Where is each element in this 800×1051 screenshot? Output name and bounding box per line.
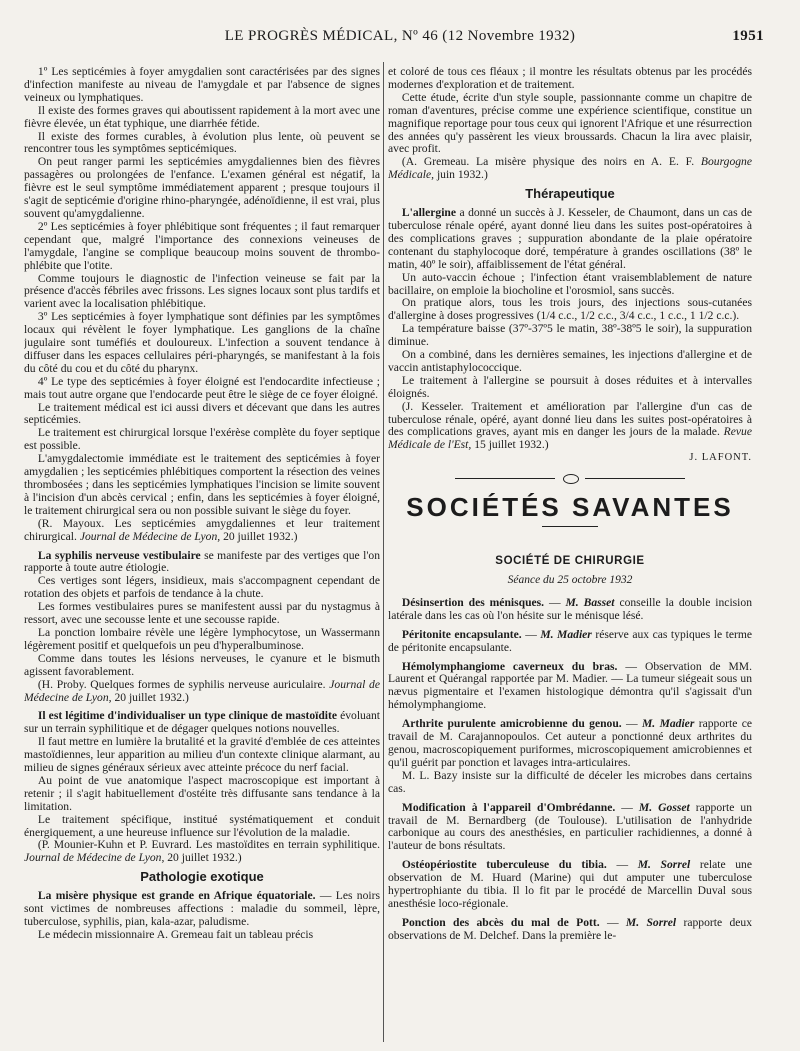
left-column (24, 66, 380, 1050)
entry-speaker: M. Madier (642, 717, 695, 731)
citation (388, 156, 752, 182)
page-number: 1951 (732, 28, 764, 44)
paragraph: On pratique alors, tous les trois jours, des injections sous-cutanées d'allergine à doses progressives (1/4 c.c., 1/2 c.c., 3/4 c.c., 1 c.c., 1 1/2 c.c.). (388, 296, 752, 323)
citation-text: (P. Mounier-Kuhn et P. Euvrard. Les mastoïdites en terrain syphilitique. (37, 838, 380, 852)
title-underline (542, 526, 598, 527)
citation-journal: Journal de Médecine de Lyon, (79, 529, 221, 543)
paragraph: Comme toujours le diagnostic de l'infection veineuse se fait par la présence d'accès fébriles avec frissons. Les signes locaux sont plus tardifs et varient avec la localisation phlébitique. (24, 271, 380, 311)
article-title: La syphilis nerveuse vestibulaire (37, 548, 201, 562)
citation (24, 679, 380, 705)
ornament-line-right (585, 478, 685, 479)
entry-text: — Observation de MM. Laurent et Quérangal rapportée par M. Madier. — La tumeur siégeait sous un nævus pigmentaire et l'examen histologique démontra qu'il s'agissait d'un hémolymphangiome. (388, 659, 752, 712)
paragraph: 1º Les septicémies à foyer amygdalien sont caractérisées par des signes d'infection manifeste au niveau de l'amygdale et par l'absence de signes veineux ou lymphatiques. (24, 66, 380, 104)
entry-menisques: Désinsertion des ménisques. — M. Basset conseille la double incision latérale dans les cas où l'on hésite sur le ménisque lésé. (388, 595, 752, 622)
ornamental-rule (455, 473, 685, 483)
article-syphilis (24, 550, 380, 576)
paragraph: La ponction lombaire révèle une légère lymphocytose, un Wassermann légèrement positif et quelquefois un peu d'hyperalbuminose. (24, 625, 380, 652)
section-heading-pathologie-exotique: Pathologie exotique (140, 869, 264, 885)
paragraph: 4º Le type des septicémies à foyer éloigné est l'endocardite infectieuse ; mais tout autre organe que l'endocarde peut être le siège de ce foyer éloigné. (24, 374, 380, 401)
citation-journal: Journal de Médecine de Lyon, (24, 677, 380, 704)
citation-date: 20 juillet 1932.) (223, 529, 298, 543)
entry-text: réserve aux cas typiques le terme de péritonite encapsulante. (388, 627, 752, 654)
citation-journal: Bourgogne Médicale, (388, 155, 752, 182)
paragraph: 2º Les septicémies à foyer phlébitique sont fréquentes ; il faut remarquer cependant que, malgré l'importance des connexions veineuses de l'amygdale, l'angine se complique beaucoup moins souvent de thrombo-phlébite que l'otite. (24, 219, 380, 272)
citation-text: (H. Proby. Quelques formes de syphilis nerveuse auriculaire. (37, 677, 326, 691)
article-text: évoluant sur un terrain syphilitique et de dégager quelques notions nouvelles. (24, 709, 380, 736)
paragraph: L'amygdalectomie immédiate est le traitement des septicémies à foyer amygdalien ; les septicémies phlébitiques comportent la résection des veines thrombosées ; dans les septicémies lymphatiques l'incision se limite souvent à l'incision d'un abcès cervical ; enfin, dans les septicémies à foyer éloigné, le traitement chirurgical sera ou non possible suivant le siège du foyer. (24, 452, 380, 517)
entry-title: Arthrite purulente amicrobienne du genou. (401, 717, 622, 731)
paragraph: Cette étude, écrite d'un style souple, passionnante comme un chapitre de roman d'aventures, précise comme une expérience scientifique, constitue un magnifique reportage pour tous ceux qui ignorent l'Afrique et une résurrection des années qu'y passèrent les vieux broussards. Chacun la lira avec plaisir, avec profit. (388, 90, 752, 156)
paragraph: 3º Les septicémies à foyer lymphatique sont définies par les symptômes locaux qui révèlent le foyer lymphatique. Les ganglions de la chaîne jugulaire sont tuméfiés et douloureux. L'infection a souvent tendance à diffuser dans les espaces cellulaires péri-pharyngés, se manifestant à la fois du côté du cou et du côté du pharynx. (24, 310, 380, 375)
paragraph: Au point de vue anatomique l'aspect macroscopique est important à retenir ; il s'agit habituellement d'ostéite très diffusante sans tendance à la limitation. (24, 773, 380, 813)
entry-osteoperiostite: Ostéopériostite tuberculeuse du tibia. — M. Sorrel relate une observation de M. Huard (Marine) qui dut amputer une tuberculose hypertrophiante du tibia. Il lo fit par le procédé de Marcellin Duval sous anesthésie loco-régionale. (388, 858, 752, 910)
section-title-societes-savantes: SOCIÉTÉS SAVANTES (406, 492, 734, 523)
paragraph: Le traitement spécifique, institué systématiquement et conduit énergiquement, a une heureuse influence sur l'évolution de la maladie. (24, 812, 380, 839)
entry-title: Ponction des abcès du mal de Pott. (401, 915, 600, 929)
paragraph: On a combiné, dans les dernières semaines, les injections d'allergine et de vaccin antistaphylococcique. (388, 348, 752, 374)
entry-peritonite: Péritonite encapsulante. — M. Madier réserve aux cas typiques le terme de péritonite encapsulante. (388, 627, 752, 654)
entry-title: Désinsertion des ménisques. (401, 595, 545, 609)
article-title: Il est légitime d'individualiser un type clinique de mastoïdite (37, 709, 338, 723)
paragraph: Le traitement à l'allergine se poursuit à doses réduites et à intervalles éloignés. (388, 373, 752, 400)
citation-text: (R. Mayoux. Les septicémies amygdaliennes et leur traitement chirurgical. (24, 516, 380, 543)
paragraph: Le médecin missionnaire A. Gremeau fait un tableau précis (37, 927, 314, 941)
citation-date: 20 juillet 1932.) (167, 851, 242, 865)
citation-journal: Journal de Médecine de Lyon, (24, 851, 165, 865)
entry-arthrite: Arthrite purulente amicrobienne du genou. — M. Madier rapporte ce travail de M. Carajannopoulos. Cet auteur a ponctionné deux arthrites du genou, macroscopiquement puriformes, microscopiquement amicrobiennes et qu'il guérit par ponction et lavages intra-articulaires. (388, 717, 752, 769)
society-heading: SOCIÉTÉ DE CHIRURGIE (495, 555, 645, 568)
citation (24, 839, 380, 865)
paragraph: Il faut mettre en lumière la brutalité et la gravité d'emblée de ces atteintes mastoïdiennes, leur apparition au milieu d'un contexte clinique alarmant, au milieu de signes généraux sérieux avec atteinte précoce du nerf facial. (24, 735, 380, 775)
column-divider (383, 62, 384, 1042)
paragraph: Comme dans toutes les lésions nerveuses, le cyanure et le bismuth agissent favorablement. (24, 651, 380, 678)
paragraph: Le traitement médical est ici aussi divers et décevant que dans les autres septicémies. (24, 400, 380, 427)
citation-journal: Revue Médicale de l'Est, (388, 425, 752, 452)
entry-title: Hémolymphangiome caverneux du bras. (401, 659, 618, 673)
entry-text: conseille la double incision latérale dans les cas où l'on hésite sur le ménisque lésé. (388, 595, 752, 622)
entry-text: rapporte deux observations de M. Delchef. Dans la première le- (388, 915, 752, 942)
entry-title: Modification à l'appareil d'Ombrédanne. (401, 800, 616, 814)
entry-speaker: M. Basset (565, 595, 615, 609)
section-heading-therapeutique: Thérapeutique (525, 186, 615, 202)
entry-mal-de-pott: Ponction des abcès du mal de Pott. — M. Sorrel rapporte deux observations de M. Delchef. Dans la première le- (388, 915, 752, 942)
right-column (388, 66, 752, 1050)
citation-date: 20 juillet 1932.) (114, 690, 189, 704)
citation (388, 401, 752, 453)
entry-title: Ostéopériostite tuberculeuse du tibia. (401, 858, 607, 872)
entry-text: relate une observation de M. Huard (Marine) qui dut amputer une tuberculose hypertrophiante du tibia. Il lo fit par le procédé de Marcellin Duval sous anesthésie loco-régionale. (388, 858, 752, 910)
running-head (0, 28, 800, 50)
citation-date: juin 1932.) (436, 168, 488, 182)
article-mastoidite (24, 710, 380, 736)
paragraph: Il existe des formes graves qui aboutissent rapidement à la mort avec une fièvre élevée, un état typhique, une diarrhée fétide. (24, 103, 380, 130)
entry-text: rapporte ce travail de M. Carajannopoulos. Cet auteur a ponctionné deux arthrites du genou, macroscopiquement puriformes, microscopiquement amicrobiennes et qu'il guérit par ponction et lavages intra-articulaires. (388, 717, 752, 769)
paragraph: M. L. Bazy insiste sur la difficulté de déceler les microbes dans certains cas. (388, 768, 752, 795)
article-misere (24, 890, 380, 929)
entry-hemolymphangiome (388, 661, 752, 713)
ornament-center (563, 474, 579, 484)
entry-speaker: M. Sorrel (625, 915, 677, 929)
entry-text: rapporte un travail de M. Bernardberg (de Toulouse). L'utilisation de l'anhydride carbonique au cours des anesthésies, en particulier rachidiennes, a donné à l'auteur de bons résultats. (388, 800, 752, 853)
article-allergine (388, 207, 752, 272)
article-title: La misère physique est grande en Afrique équatoriale. (37, 889, 316, 903)
entry-speaker: M. Sorrel (637, 858, 691, 872)
paragraph: Un auto-vaccin échoue ; l'infection étant vraisemblablement de nature bacillaire, on emploie la biocholine et l'orosmiol, sans succès. (388, 270, 752, 297)
citation-text: (A. Gremeau. La misère physique des noirs en A. E. F. (401, 155, 695, 169)
session-date: Séance du 25 octobre 1932 (507, 574, 633, 586)
paragraph: On peut ranger parmi les septicémies amygdaliennes bien des fièvres passagères ou prolongées de l'enfance. L'examen général est négatif, la fièvre est le seul symptôme immédiatement apparent ; presque toujours il s'agit de septicémie d'origine rhino-pharyngée, adénoïdienne, il est vrai, plus souvent qu'amygdalienne. (24, 155, 380, 220)
paragraph: et coloré de tous ces fléaux ; il montre les résultats obtenus par les procédés modernes d'exploration et de traitement. (388, 66, 752, 91)
entry-speaker: M. Gosset (638, 800, 690, 814)
paragraph: Il existe des formes curables, à évolution plus lente, où peuvent se rencontrer tous les symptômes septicémiques. (24, 129, 380, 156)
entry-ombredanne: Modification à l'appareil d'Ombrédanne. — M. Gosset rapporte un travail de M. Bernardberg (de Toulouse). L'utilisation de l'anhydride carbonique au cours des anesthésies, en particulier rachidiennes, a donné à l'auteur de bons résultats. (388, 800, 752, 853)
citation-date: 15 juillet 1932.) (474, 438, 549, 452)
entry-title: Péritonite encapsulante. (401, 627, 522, 641)
paragraph: Le traitement est chirurgical lorsque l'exérèse complète du foyer septique est possible. (24, 426, 380, 453)
paragraph: La température baisse (37º-37º5 le matin, 38º-38º5 le soir), la suppuration diminue. (388, 322, 752, 349)
article-text: — Les noirs sont victimes de nombreuses affections : maladie du sommeil, lèpre, tuberculose, syphilis, pian, kala-azar, paludisme. (24, 889, 380, 928)
paragraph: Les formes vestibulaires pures se manifestent aussi par du nystagmus à ressort, avec une secousse lente et une secousse rapide. (24, 600, 380, 627)
entry-speaker: M. Madier (540, 627, 592, 641)
ornament-line-left (455, 478, 555, 479)
paragraph: Ces vertiges sont légers, insidieux, mais s'accompagnent cependant de rotation des objets et parfois de tendance à la chute. (24, 574, 380, 601)
article-text: se manifeste par des vertiges que l'on rapporte à toute autre étiologie. (24, 548, 380, 575)
citation (24, 518, 380, 544)
citation-text: (J. Kesseler. Traitement et amélioration par l'allergine d'un cas de tuberculose rénale, opéré, ayant donné lieu dans les suites post-opératoires à des complications graves, ayant mis en danger les jours de la malade. (388, 399, 752, 439)
article-text: a donné un succès à J. Kesseler, de Chaumont, dans un cas de tuberculose rénale opéré, ayant donné lieu dans les suites post-opératoires à des complications graves ; suppuration abondante de la plaie opératoire contenant du staphylocoque doré, température à grandes oscillations (38º le matin, 40º le soir), affaiblissement de l'état général. (388, 206, 752, 271)
author-signature: J. LAFONT. (689, 452, 752, 464)
article-title: L'allergine (401, 206, 457, 220)
journal-header-title: LE PROGRÈS MÉDICAL, Nº 46 (12 Novembre 1932) (224, 28, 576, 44)
